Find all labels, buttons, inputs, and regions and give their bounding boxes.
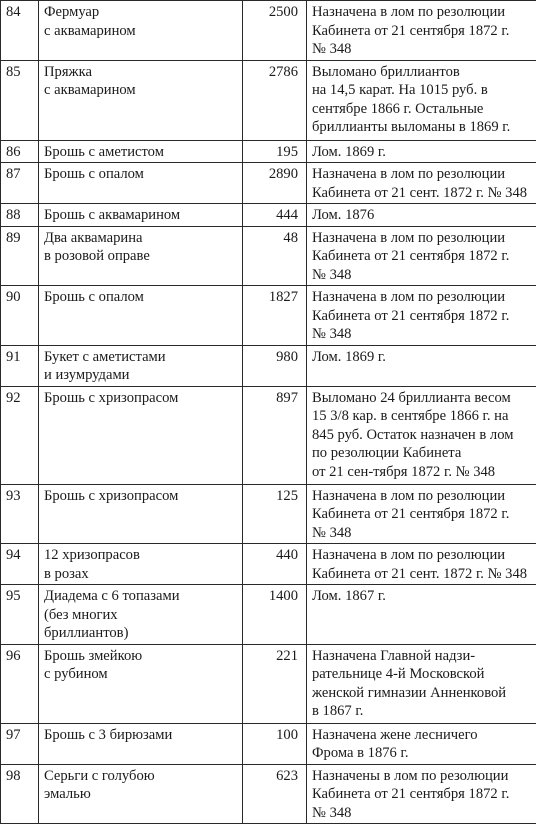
item-price: 623 bbox=[243, 764, 307, 824]
item-note-line: по резолюции Кабинета bbox=[312, 445, 462, 461]
item-description bbox=[39, 1, 243, 61]
inventory-table-body bbox=[1, 1, 536, 824]
item-note bbox=[307, 386, 536, 484]
item-number: 98 bbox=[1, 764, 39, 824]
table-row bbox=[1, 286, 536, 346]
item-note-line: Кабинета от 21 сент. 1872 г. № 348 bbox=[312, 565, 528, 582]
item-description-line: с рубином bbox=[44, 666, 108, 682]
item-number: 87 bbox=[1, 163, 39, 204]
item-price: 897 bbox=[243, 386, 307, 484]
item-note bbox=[307, 286, 536, 346]
item-note bbox=[307, 484, 536, 544]
item-description bbox=[39, 140, 243, 163]
item-note-line: № 348 bbox=[312, 804, 352, 821]
item-number: 92 bbox=[1, 386, 39, 484]
item-note-line: № 348 bbox=[312, 41, 352, 57]
item-number: 89 bbox=[1, 226, 39, 286]
item-note-line: Назначены в лом по резолюции bbox=[312, 767, 509, 784]
item-note-line: № 348 bbox=[312, 326, 352, 342]
item-note-line: от 21 сен-тября 1872 г. № 348 bbox=[312, 463, 496, 480]
item-note-line: Назначена жене лесничего bbox=[312, 726, 478, 743]
table-row bbox=[1, 60, 536, 140]
item-note-line: Назначена в лом по резолюции bbox=[312, 4, 506, 20]
item-note-line: Назначена в лом по резолюции bbox=[312, 289, 506, 305]
item-number: 90 bbox=[1, 286, 39, 346]
item-price: 2786 bbox=[243, 60, 307, 140]
item-note-line: Кабинета от 21 сентября 1872 г. bbox=[312, 506, 510, 522]
table-row bbox=[1, 1, 536, 61]
item-description-line: Диадема с 6 топазами bbox=[44, 588, 180, 604]
item-note bbox=[307, 140, 536, 163]
item-price: 100 bbox=[243, 723, 307, 764]
item-description-line: Два аквамарина bbox=[44, 229, 143, 246]
item-description-line: Брошь змейкою bbox=[44, 647, 143, 664]
item-note-line: Выломано бриллиантов bbox=[312, 63, 460, 80]
item-description-line: с аквамарином bbox=[44, 22, 136, 39]
item-note-line: на 14,5 карат. На 1015 руб. в bbox=[312, 82, 488, 98]
item-note bbox=[307, 644, 536, 723]
item-number: 97 bbox=[1, 723, 39, 764]
item-note bbox=[307, 163, 536, 204]
item-description-line: Серьги с голубою bbox=[44, 767, 155, 784]
item-description bbox=[39, 204, 243, 227]
item-note bbox=[307, 226, 536, 286]
item-note-line: рательнице 4-й Московской bbox=[312, 666, 485, 682]
item-description bbox=[39, 484, 243, 544]
item-number: 85 bbox=[1, 60, 39, 140]
item-note bbox=[307, 585, 536, 645]
item-number: 96 bbox=[1, 644, 39, 723]
item-note-line: Кабинета от 21 сентября 1872 г. bbox=[312, 307, 510, 324]
item-description-line: Букет с аметистами bbox=[44, 348, 166, 365]
item-price: 195 bbox=[243, 140, 307, 163]
item-note-line: Лом. 1869 г. bbox=[312, 143, 386, 160]
table-row bbox=[1, 764, 536, 824]
table-row bbox=[1, 163, 536, 204]
table-row bbox=[1, 544, 536, 585]
item-description-line: бриллиантов) bbox=[44, 625, 129, 641]
item-note-line: Фрома в 1876 г. bbox=[312, 745, 409, 761]
item-note-line: бриллианты выломаны в 1869 г. bbox=[312, 119, 511, 135]
item-description-line: Брошь с аквамарином bbox=[44, 207, 181, 223]
item-note bbox=[307, 345, 536, 386]
item-description bbox=[39, 723, 243, 764]
item-price: 980 bbox=[243, 345, 307, 386]
item-number: 88 bbox=[1, 204, 39, 227]
table-row bbox=[1, 345, 536, 386]
item-number: 84 bbox=[1, 1, 39, 61]
item-description-line: с аквамарином bbox=[44, 82, 136, 98]
item-note-line: Назначена в лом по резолюции bbox=[312, 166, 506, 182]
item-description-line: Брошь с 3 бирюзами bbox=[44, 726, 173, 743]
item-description-line: Брошь с хризопрасом bbox=[44, 487, 179, 504]
table-row bbox=[1, 204, 536, 227]
item-description-line: Фермуар bbox=[44, 4, 100, 20]
item-note bbox=[307, 1, 536, 61]
item-description bbox=[39, 544, 243, 585]
item-price: 221 bbox=[243, 644, 307, 723]
item-note-line: № 348 bbox=[312, 524, 352, 541]
item-note-line: 15 3/8 кар. в сентябре 1866 г. на bbox=[312, 408, 509, 424]
item-note-line: Назначена в лом по резолюции bbox=[312, 547, 506, 563]
item-description bbox=[39, 764, 243, 824]
item-number: 93 bbox=[1, 484, 39, 544]
item-description-line: Брошь с аметистом bbox=[44, 143, 164, 160]
item-note bbox=[307, 544, 536, 585]
table-row bbox=[1, 585, 536, 645]
item-description-line: Брошь с опалом bbox=[44, 166, 144, 182]
item-note-line: женской гимназии Анненковой bbox=[312, 684, 507, 701]
item-price: 1827 bbox=[243, 286, 307, 346]
item-description-line: в розовой оправе bbox=[44, 248, 150, 264]
item-price: 1400 bbox=[243, 585, 307, 645]
item-price: 48 bbox=[243, 226, 307, 286]
item-note-line: Назначена в лом по резолюции bbox=[312, 229, 506, 246]
item-description-line: Брошь с опалом bbox=[44, 289, 144, 305]
item-note-line: Лом. 1876 bbox=[312, 207, 375, 223]
table-row bbox=[1, 140, 536, 163]
item-note bbox=[307, 204, 536, 227]
item-note bbox=[307, 60, 536, 140]
item-number: 91 bbox=[1, 345, 39, 386]
item-note-line: Лом. 1869 г. bbox=[312, 348, 386, 365]
item-note-line: Кабинета от 21 сентября 1872 г. bbox=[312, 786, 510, 802]
item-description-line: в розах bbox=[44, 565, 89, 582]
item-description-line: Пряжка bbox=[44, 63, 92, 80]
item-note-line: Кабинета от 21 сентября 1872 г. bbox=[312, 248, 510, 264]
table-row bbox=[1, 723, 536, 764]
item-note bbox=[307, 764, 536, 824]
item-note-line: Назначена Главной надзи- bbox=[312, 647, 476, 664]
table-row bbox=[1, 226, 536, 286]
item-price: 2890 bbox=[243, 163, 307, 204]
item-description bbox=[39, 60, 243, 140]
item-description bbox=[39, 585, 243, 645]
item-number: 86 bbox=[1, 140, 39, 163]
item-description bbox=[39, 386, 243, 484]
item-description bbox=[39, 226, 243, 286]
item-description-line: Брошь с хризопрасом bbox=[44, 389, 179, 406]
item-number: 94 bbox=[1, 544, 39, 585]
table-row bbox=[1, 644, 536, 723]
item-description bbox=[39, 644, 243, 723]
item-note-line: Кабинета от 21 сент. 1872 г. № 348 bbox=[312, 184, 528, 201]
table-row bbox=[1, 386, 536, 484]
item-description-line: 12 хризопрасов bbox=[44, 547, 140, 563]
item-price: 125 bbox=[243, 484, 307, 544]
item-note-line: в 1867 г. bbox=[312, 703, 364, 719]
item-description-line: (без многих bbox=[44, 606, 118, 623]
item-note-line: Выломано 24 бриллианта весом bbox=[312, 389, 511, 406]
table-row bbox=[1, 484, 536, 544]
item-note-line: Назначена в лом по резолюции bbox=[312, 487, 506, 504]
item-price: 440 bbox=[243, 544, 307, 585]
item-description bbox=[39, 345, 243, 386]
item-price: 444 bbox=[243, 204, 307, 227]
item-description-line: и изумрудами bbox=[44, 367, 130, 383]
item-description-line: эмалью bbox=[44, 786, 91, 802]
item-note-line: Лом. 1867 г. bbox=[312, 588, 386, 604]
item-note-line: № 348 bbox=[312, 266, 352, 283]
item-note-line: 845 руб. Остаток назначен в лом bbox=[312, 426, 514, 443]
item-description bbox=[39, 163, 243, 204]
item-note-line: Кабинета от 21 сентября 1872 г. bbox=[312, 22, 510, 39]
item-note-line: сентябре 1866 г. Остальные bbox=[312, 100, 484, 117]
item-price: 2500 bbox=[243, 1, 307, 61]
item-description bbox=[39, 286, 243, 346]
item-number: 95 bbox=[1, 585, 39, 645]
item-note bbox=[307, 723, 536, 764]
